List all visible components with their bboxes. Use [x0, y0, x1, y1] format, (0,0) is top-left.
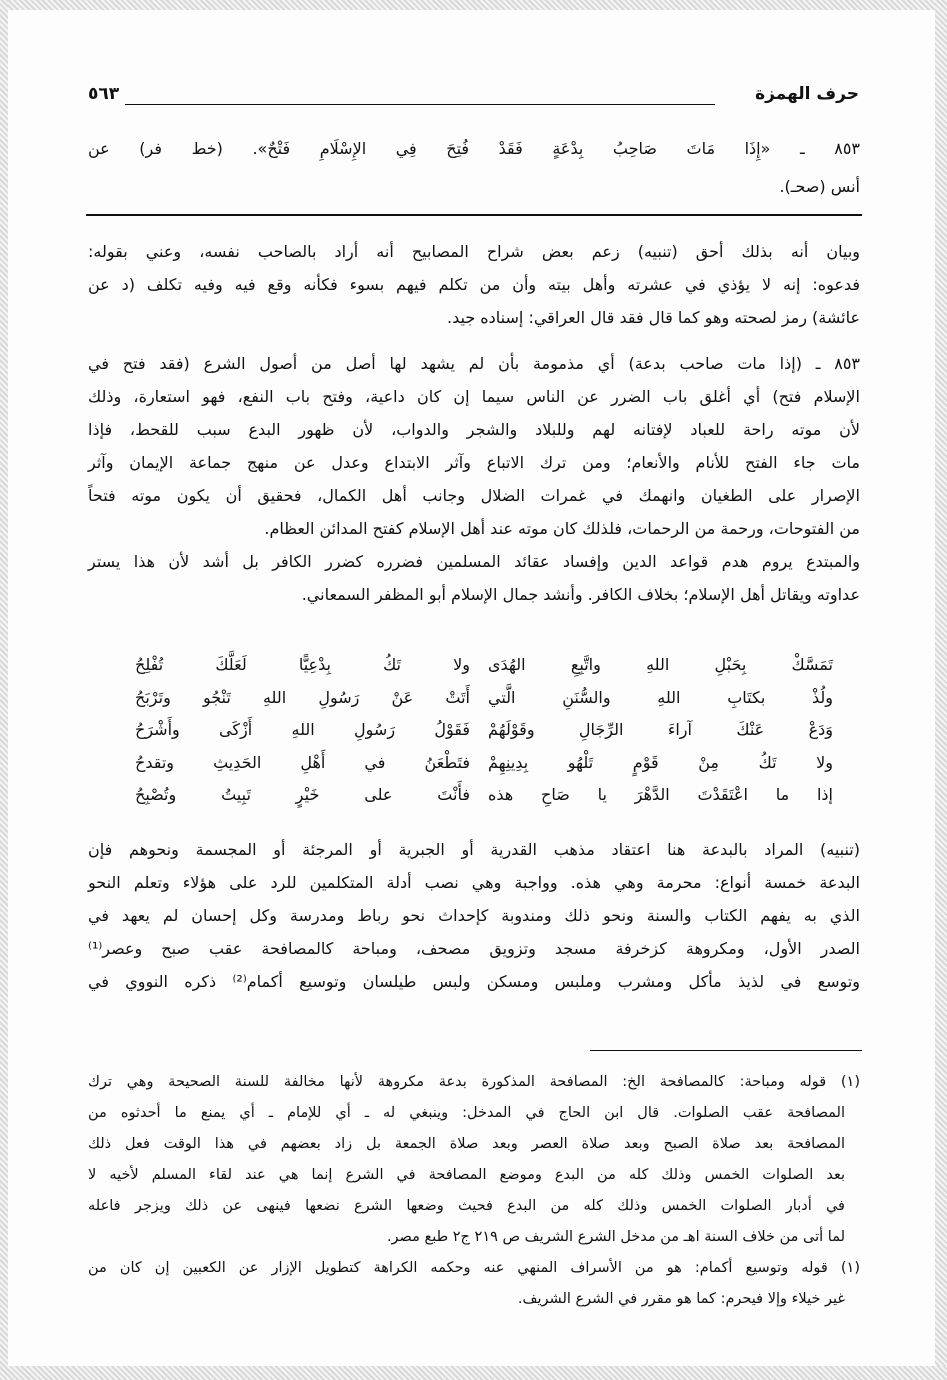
- commentary-line: لأن موته راحة للعباد لإفتانه لهم وللبلاد والشجر والدواب، لأن ظهور البدع سبب للقحط، فإذا: [88, 420, 860, 439]
- poem-hemistich-left: أَتَتْ عَنْ رَسُولِ اللهِ تَنْجُو وتَرْبَحُ: [135, 687, 470, 707]
- poem-hemistich-right: ولا تَكُ مِنْ قَوْمٍ تَلْهُو بِدِينِهِمْ: [488, 752, 833, 772]
- commentary-line: الذي به يفهم الكتاب والسنة ونحو ذلك ومندوبة كإحداث نحو رباط ومدرسة وكل إحسان لم يعهد في: [88, 906, 860, 925]
- footnote-line: المصافحة عقب الصلوات. قال ابن الحاج في المدخل: وينبغي له ـ أي للإمام ـ أي يمنع ما أحدثوه من: [88, 1105, 845, 1121]
- commentary-line: وتوسع في لذيذ مأكل ومشرب وملبس ومسكن ولبس طيلسان وتوسيع أكمام⁽²⁾ ذكره النووي في: [88, 972, 860, 991]
- footnote-divider: [590, 1050, 862, 1051]
- commentary-line: عداوته ويقاتل أهل الإسلام؛ بخلاف الكافر. وأنشد جمال الإسلام أبو المظفر السمعاني.: [301, 585, 860, 604]
- commentary-line: عائشة) رمز لصحته وهو كما قال فقد قال العراقي: إسناده جيد.: [447, 308, 860, 327]
- poem-hemistich-left: فتَطْعَنُ في أَهْلِ الحَدِيثِ وتقدحُ: [135, 752, 470, 772]
- commentary-line: فدعوه: إنه لا يؤذي في عشرته وأهل بيته وأن من تكلم فيهم بسوء فكأنه وقع فيه وفيه تكلف (د عن: [88, 275, 860, 294]
- footnote-line: بعد الصلوات الخمس وذلك كله من البدع وموضع المصافحة في الشرع إنما هي عند لقاء المسلم لأخيه لا: [88, 1167, 845, 1183]
- footnote-line: المصافحة بعد صلاة الصبح وبعد صلاة العصر وبعد صلاة الجمعة بل زاد بعضهم في هذا الوقت فعل ذلك: [88, 1136, 845, 1152]
- poem-hemistich-right: إذا ما اعْتَقَدْتَ الدَّهْرَ يا صَاحِ هذه: [488, 785, 833, 804]
- hadith-text-line: أنس (صحـ).: [779, 177, 860, 196]
- commentary-line: الإصرار على الطغيان وانهمك في غمرات الضلال وجانب أهل الكمال، فحقيق أن يكون موته فتحاً: [88, 486, 860, 505]
- main-text-divider: [86, 214, 862, 216]
- footnote-line: غير خيلاء وإلا فيحرم: كما هو مقرر في الشرع الشريف.: [517, 1291, 845, 1307]
- running-header-title: حرف الهمزة: [755, 84, 859, 104]
- poem-hemistich-left: فأَنْتَ على خَيْرٍ تَبِيتُ وتُصْبِحُ: [135, 785, 470, 804]
- poem-hemistich-right: تَمَسَّكْ بِحَبْلِ اللهِ واتَّبِعِ الهُدَى: [488, 655, 833, 674]
- page-number: ٥٦٣: [88, 84, 120, 104]
- commentary-line: البدعة خمسة أنواع: محرمة وهي هذه. وواجبة وهي نصب أدلة المتكلمين للرد على هؤلاء وتعلم النحو: [88, 873, 860, 892]
- poem-hemistich-left: ولا تَكُ بِدْعِيًّا لَعَلَّكَ تُفْلِحُ: [135, 655, 470, 674]
- poem-hemistich-right: ولُذْ بكتَابِ اللهِ والسُّنَنِ الَّتي: [488, 687, 833, 707]
- commentary-line: مات جاء الفتح للأنام والأنعام؛ ومن ترك الاتباع وآثر الابتداع وعدل عن منهج جماعة الإيمان وآثر: [88, 453, 860, 472]
- commentary-line: (تنبيه) المراد بالبدعة هنا اعتقاد مذهب القدرية أو الجبرية أو المرجئة أو المجسمة ونحوهم فإن: [88, 840, 860, 859]
- hadith-text-line: ٨٥٣ ـ «إِذَا مَاتَ صَاحِبُ بِدْعَةٍ فَقَدْ فُتِحَ فِي الإِسْلَامِ فَتْحٌ». (خط فر) عن: [88, 139, 860, 158]
- commentary-line: الصدر الأول، ومكروهة كزخرفة مسجد وتزويق مصحف، ومباحة كالمصافحة عقب صبح وعصر⁽¹⁾: [88, 939, 860, 958]
- header-rule: [125, 104, 715, 105]
- footnote-line: (١) قوله وتوسيع أكمام: هو من الأسراف المنهي عنه وحكمه الكراهة كتطويل الإزار عن الكعبين إن كان من: [88, 1260, 860, 1276]
- commentary-line: ٨٥٣ ـ (إذا مات صاحب بدعة) أي مذمومة بأن لم يشهد لها أصل من أصول الشرع (فقد فتح في: [88, 354, 860, 373]
- commentary-line: وبيان أنه بذلك أحق (تنبيه) زعم بعض شراح المصابيح أنه أراد بالصاحب نفسه، وعني بقوله:: [88, 242, 860, 261]
- footnote-line: (١) قوله ومباحة: كالمصافحة الخ: المصافحة المذكورة بدعة مكروهة لأنها مخالفة للسنة الصحيحة وهي ترك: [88, 1074, 860, 1090]
- commentary-line: من الفتوحات، ورحمة من الرحمات، فلذلك كان موته عند أهل الإسلام كفتح المدائن العظام.: [264, 519, 860, 538]
- footnote-line: في أدبار الصلوات الخمس وذلك كله من البدع فحيث وضعها الشرع نضعها فينهى عن ذلك ويزجر فاعله: [88, 1198, 845, 1214]
- poem-hemistich-left: فَقَوْلُ رَسُولِ اللهِ أَزْكَى وأَشْرَحُ: [135, 720, 470, 739]
- commentary-line: الإسلام فتح) أي أغلق باب الضرر عن الناس سيما إن كان داعية، وفتح باب النفع، فهو استعارة، وذلك: [88, 387, 860, 406]
- footnote-line: لما أتى من خلاف السنة اهـ من مدخل الشرع الشريف ص ٢١٩ ج٢ طبع مصر.: [386, 1229, 845, 1245]
- poem-hemistich-right: وَدَعْ عَنْكَ آراءَ الرِّجَالِ وقَوْلَهُمْ: [488, 720, 833, 739]
- commentary-line: والمبتدع يروم هدم قواعد الدين وإفساد عقائد المسلمين فضرره كضرر الكافر بل أشد لأن هذا يستر: [88, 552, 860, 571]
